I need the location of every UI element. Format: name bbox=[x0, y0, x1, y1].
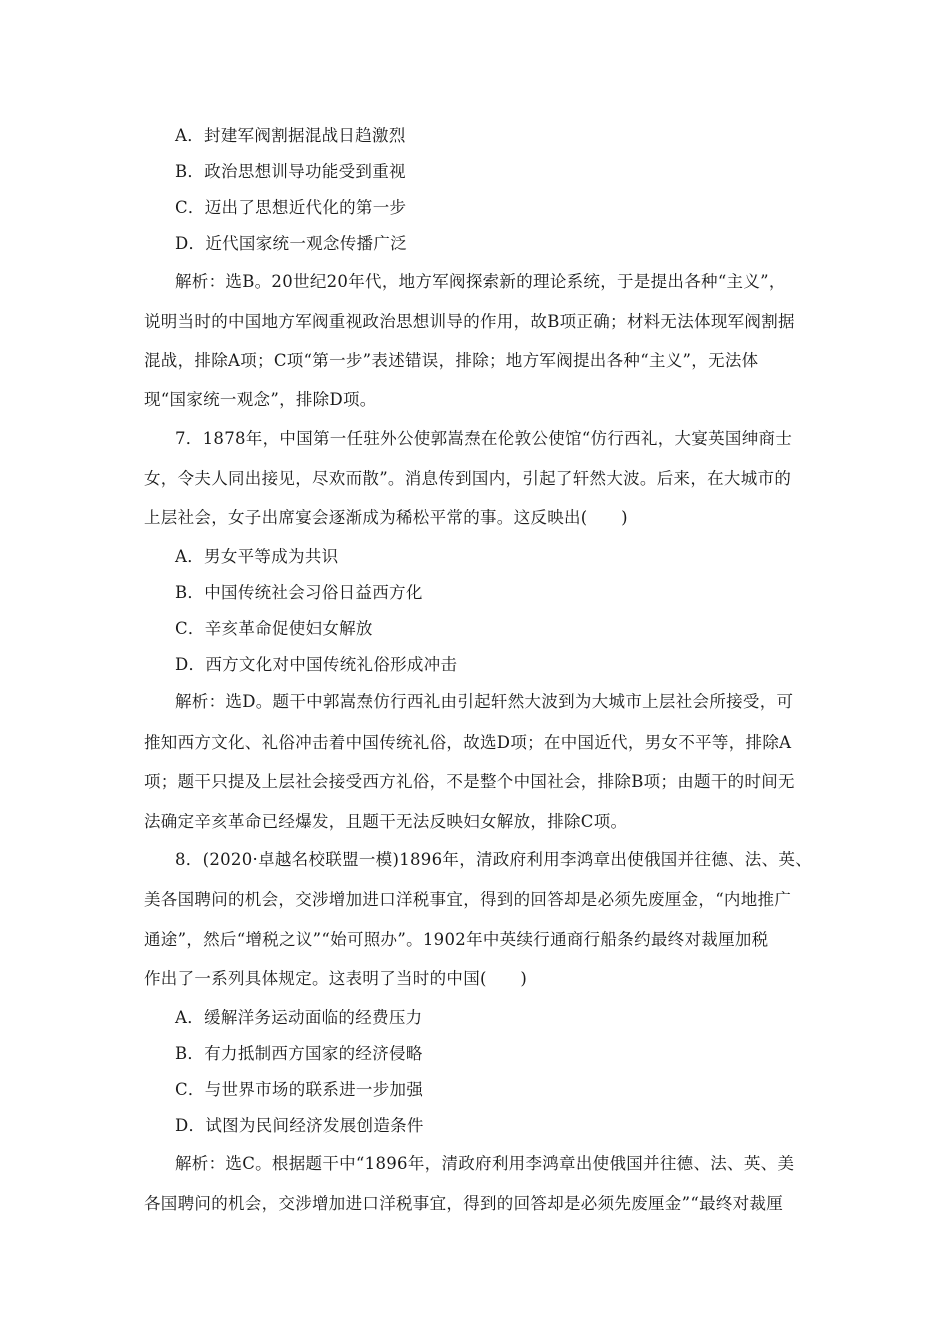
question-8-stem: 8．(2020·卓越名校联盟一模)1896年，清政府利用李鸿章出使俄国并往德、法、英、 bbox=[175, 850, 812, 869]
analysis-line: 解析：选C。根据题干中“1896年，清政府利用李鸿章出使俄国并往德、法、英、美 bbox=[175, 1154, 795, 1173]
option-b: B．中国传统社会习俗日益西方化 bbox=[175, 583, 423, 602]
option-c: C．迈出了思想近代化的第一步 bbox=[175, 198, 407, 217]
analysis-line: 混战，排除A项；C项“第一步”表述错误，排除；地方军阀提出各种“主义”，无法体 bbox=[144, 351, 759, 370]
question-7-stem: 7．1878年，中国第一任驻外公使郭嵩焘在伦敦公使馆“仿行西礼，大宴英国绅商士 bbox=[175, 429, 793, 448]
option-d: D．试图为民间经济发展创造条件 bbox=[175, 1116, 424, 1135]
option-c: C．辛亥革命促使妇女解放 bbox=[175, 619, 373, 638]
analysis-line: 说明当时的中国地方军阀重视政治思想训导的作用，故B项正确；材料无法体现军阀割据 bbox=[144, 312, 795, 331]
question-8-stem: 通途”，然后“增税之议”“始可照办”。1902年中英续行通商行船条约最终对裁厘加税 bbox=[144, 930, 769, 949]
question-8-stem: 美各国聘问的机会，交涉增加进口洋税事宜，得到的回答却是必须先废厘金，“内地推广 bbox=[144, 890, 792, 909]
option-a: A．男女平等成为共识 bbox=[175, 547, 339, 566]
option-d: D．西方文化对中国传统礼俗形成冲击 bbox=[175, 655, 458, 674]
analysis-line: 法确定辛亥革命已经爆发，且题干无法反映妇女解放，排除C项。 bbox=[144, 812, 628, 831]
question-7-stem: 上层社会，女子出席宴会逐渐成为稀松平常的事。这反映出( ) bbox=[144, 508, 628, 527]
option-a: A．封建军阀割据混战日趋激烈 bbox=[175, 126, 406, 145]
analysis-line: 解析：选B。20世纪20年代，地方军阀探索新的理论系统，于是提出各种“主义”， bbox=[175, 272, 786, 291]
analysis-line: 各国聘问的机会，交涉增加进口洋税事宜，得到的回答却是必须先废厘金”“最终对裁厘 bbox=[144, 1194, 784, 1213]
option-a: A．缓解洋务运动面临的经费压力 bbox=[175, 1008, 423, 1027]
analysis-line: 解析：选D。题干中郭嵩焘仿行西礼由引起轩然大波到为大城市上层社会所接受，可 bbox=[175, 692, 794, 711]
option-b: B．有力抵制西方国家的经济侵略 bbox=[175, 1044, 423, 1063]
option-b: B．政治思想训导功能受到重视 bbox=[175, 162, 406, 181]
option-d: D．近代国家统一观念传播广泛 bbox=[175, 234, 407, 253]
question-8-stem: 作出了一系列具体规定。这表明了当时的中国( ) bbox=[144, 969, 528, 988]
question-7-stem: 女，令夫人同出接见，尽欢而散”。消息传到国内，引起了轩然大波。后来，在大城市的 bbox=[144, 469, 792, 488]
option-c: C．与世界市场的联系进一步加强 bbox=[175, 1080, 424, 1099]
analysis-line: 项；题干只提及上层社会接受西方礼俗，不是整个中国社会，排除B项；由题干的时间无 bbox=[144, 772, 795, 791]
analysis-line: 现“国家统一观念”，排除D项。 bbox=[144, 390, 377, 409]
analysis-line: 推知西方文化、礼俗冲击着中国传统礼俗，故选D项；在中国近代，男女不平等，排除A bbox=[144, 733, 792, 752]
